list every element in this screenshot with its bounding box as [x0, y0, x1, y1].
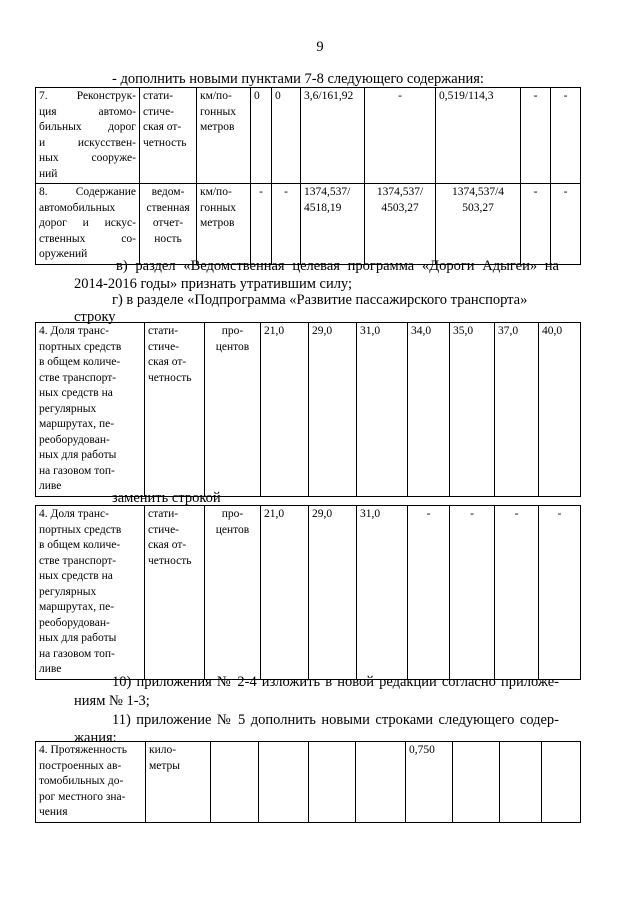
value-cell: 40,0 — [539, 323, 581, 497]
value-cell: 0 — [272, 88, 301, 184]
table-row — [36, 184, 581, 265]
value-cell: - — [251, 184, 272, 265]
value-cell: - — [272, 184, 301, 265]
paragraph-11-cont: жания: — [74, 730, 117, 746]
replace-label: заменить строкой — [112, 490, 221, 506]
value-cell: 0,750 — [406, 742, 453, 823]
paragraph-11: 11) приложение № 5 дополнить новыми строками следующего содер- — [112, 712, 559, 728]
table-row — [36, 742, 581, 823]
table-old-row — [35, 322, 581, 497]
value-cell — [542, 742, 581, 823]
paragraph-10-cont: ниям № 1-3; — [74, 693, 150, 709]
value-cell — [259, 742, 309, 823]
value-cell — [500, 742, 542, 823]
value-cell: 31,0 — [357, 323, 408, 497]
value-cell: 0,519/114,3 — [436, 88, 521, 184]
value-cell: 1374,537/ 4503,27 — [365, 184, 436, 265]
empty-cell — [211, 742, 259, 823]
value-cell: - — [539, 506, 581, 680]
value-cell: 29,0 — [309, 506, 357, 680]
intro-line: - дополнить новыми пунктами 7-8 следующего содержания: — [112, 71, 484, 87]
paragraph-v: в) раздел «Ведомственная целевая программа «Дороги Адыгеи» на 2014-2016 годы» признать утратившим силу; — [74, 258, 559, 292]
value-cell — [356, 742, 406, 823]
item-name-cell: 8. Содержание автомобильных дорог и искус- ственных со- оружений — [36, 184, 140, 265]
table-row — [36, 506, 581, 680]
value-cell: 21,0 — [261, 323, 309, 497]
value-cell: 1374,537/ 4518,19 — [301, 184, 365, 265]
table-row — [36, 88, 581, 184]
value-cell: 3,6/161,92 — [301, 88, 365, 184]
item-name-cell: 4. Доля транс- портных средств в общем количе- стве транспорт- ных средств на регулярных маршрутах, пе- реоборудован- ных для работы на газовом топ- ливе — [36, 506, 145, 680]
value-cell: 35,0 — [450, 323, 495, 497]
table-row — [36, 323, 581, 497]
unit-cell: км/по- гонных метров — [197, 184, 251, 265]
item-name-cell: 4. Доля транс- портных средств в общем количе- стве транспорт- ных средств на регулярных маршрутах, пе- реоборудован- ных для работы на газовом топ- ливе — [36, 323, 145, 497]
paragraph-10: 10) приложения № 2-4 изложить в новой редакции согласно приложе- — [112, 674, 559, 690]
source-cell: стати- стиче- ская от- четность — [140, 88, 197, 184]
value-cell: - — [450, 506, 495, 680]
source-cell: ведом- ственная отчет- ность — [140, 184, 197, 265]
unit-cell: про- центов — [205, 506, 261, 680]
value-cell: 29,0 — [309, 323, 357, 497]
value-cell: 34,0 — [408, 323, 450, 497]
value-cell: - — [408, 506, 450, 680]
table-appendix-5 — [35, 741, 581, 823]
value-cell: - — [365, 88, 436, 184]
value-cell: - — [551, 88, 581, 184]
value-cell: - — [521, 88, 551, 184]
item-name-cell: 7. Реконструк- ция автомо- бильных дорог и искусствен- ных сооруже- ний — [36, 88, 140, 184]
page-number: 9 — [316, 39, 324, 55]
value-cell: 1374,537/4 503,27 — [436, 184, 521, 265]
value-cell: 37,0 — [495, 323, 539, 497]
unit-cell: про- центов — [205, 323, 261, 497]
item-name-cell: 4. Протяженность построенных ав- томобильных до- рог местного зна- чения — [36, 742, 146, 823]
value-cell: - — [521, 184, 551, 265]
paragraph-g-cont: строку — [74, 309, 116, 325]
table-new-row — [35, 505, 581, 680]
paragraph-g: г) в разделе «Подпрограмма «Развитие пассажирского транспорта» — [112, 292, 528, 308]
value-cell: 31,0 — [357, 506, 408, 680]
unit-cell: кило- метры — [146, 742, 211, 823]
unit-cell: км/по- гонных метров — [197, 88, 251, 184]
table-new-items — [35, 87, 581, 265]
value-cell — [453, 742, 500, 823]
source-cell: стати- стиче- ская от- четность — [145, 323, 205, 497]
value-cell: - — [495, 506, 539, 680]
source-cell: стати- стиче- ская от- четность — [145, 506, 205, 680]
value-cell: 21,0 — [261, 506, 309, 680]
value-cell: - — [551, 184, 581, 265]
value-cell — [309, 742, 356, 823]
value-cell: 0 — [251, 88, 272, 184]
